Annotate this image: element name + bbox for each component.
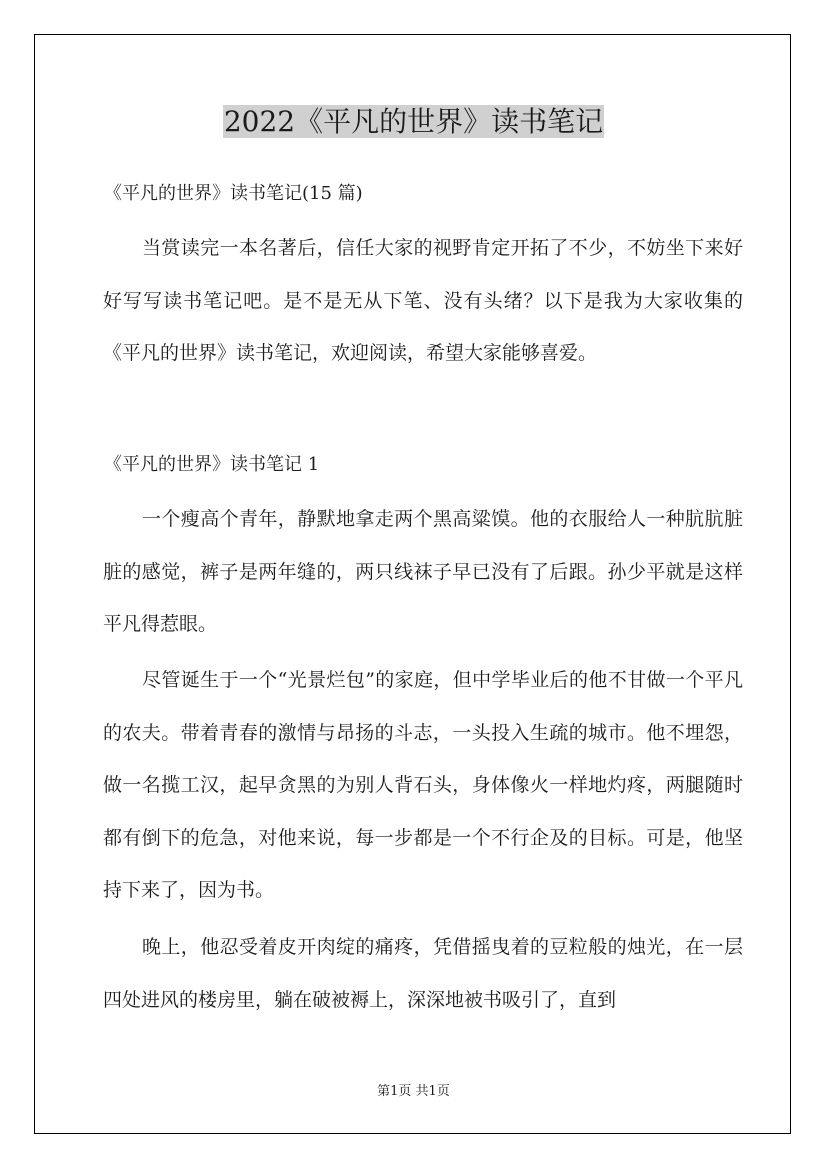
page-footer: 第1页 共1页: [377, 1084, 450, 1099]
section-heading: 《平凡的世界》读书笔记 1: [104, 454, 320, 475]
document-subtitle: 《平凡的世界》读书笔记(15 篇): [104, 183, 363, 204]
intro-paragraph: 当赏读完一本名著后，信任大家的视野肯定开拓了不少，不妨坐下来好好写写读书笔记吧。是不是无从下笔、没有头绪？以下是我为大家收集的《平凡的世界》读书笔记，欢迎阅读，希望大家能够喜爱。: [103, 237, 743, 364]
document-title: [0, 101, 827, 143]
body-paragraph: 晚上，他忍受着皮开肉绽的痛疼，凭借摇曳着的豆粒般的烛光，在一层四处进风的楼房里，躺在破被褥上，深深地被书吸引了，直到: [103, 936, 743, 1011]
document-title-text: 2022《平凡的世界》读书笔记: [223, 105, 604, 138]
body-paragraph: 尽管诞生于一个“光景烂包”的家庭，但中学毕业后的他不甘做一个平凡的农夫。带着青春的激情与昂扬的斗志，一头投入生疏的城市。他不埋怨，做一名揽工汉，起早贪黑的为别人背石头，身体像火一样地灼疼，两腿随时都有倒下的危急，对他来说，每一步都是一个不行企及的目标。可是，他坚持下来了，因为书。: [103, 669, 743, 901]
body-paragraph: 一个瘦高个青年，静默地拿走两个黑高粱馍。他的衣服给人一种肮肮脏脏的感觉，裤子是两年缝的，两只线袜子早已没有了后跟。孙少平就是这样平凡得惹眼。: [103, 508, 743, 635]
